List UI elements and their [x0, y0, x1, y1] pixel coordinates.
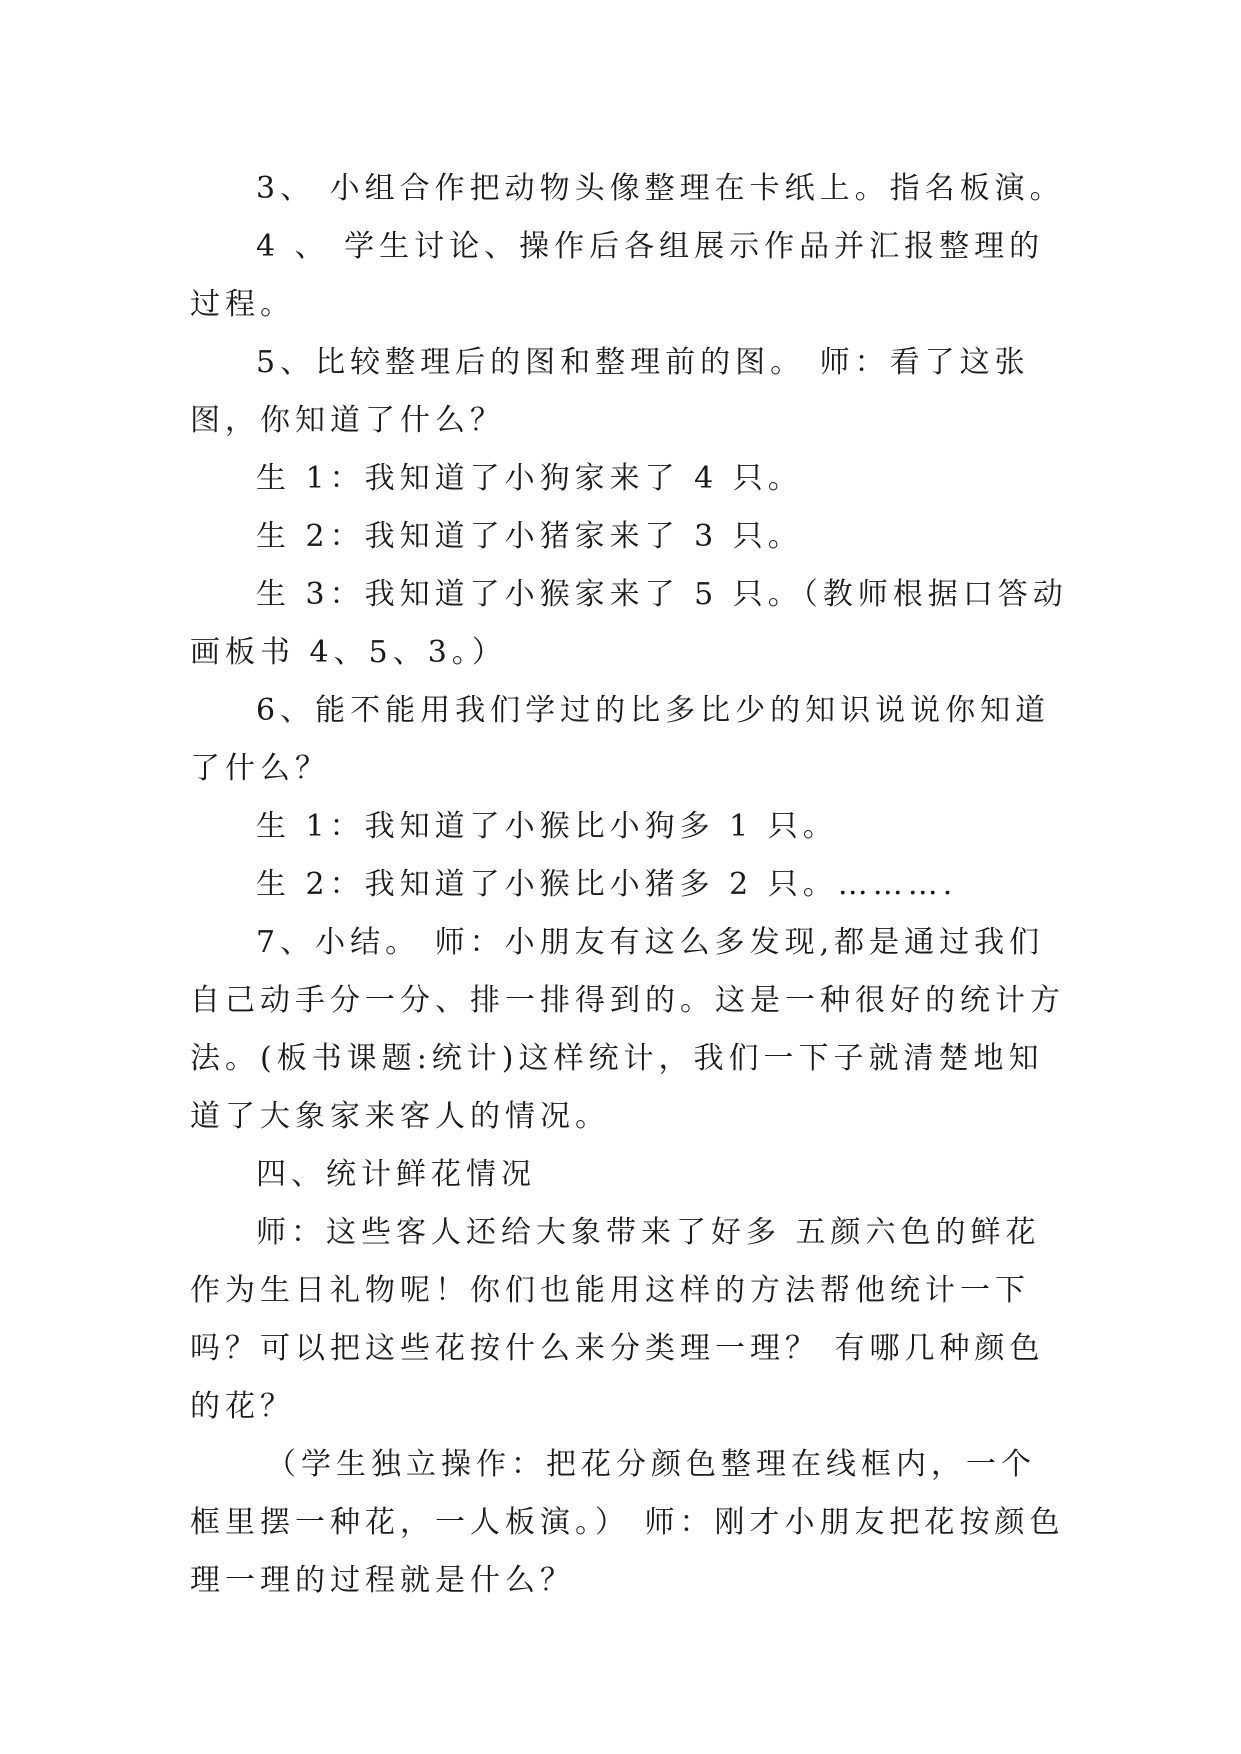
paragraph-step-7-summary: 7、小结。 师：小朋友有这么多发现,都是通过我们自己动手分一分、排一排得到的。这是一种很好的统计方法。(板书课题:统计)这样统计，我们一下子就清楚地知道了大象家来客人的情况。 [190, 925, 1065, 1134]
paragraph-step-4: 4 、 学生讨论、操作后各组展示作品并汇报整理的过程。 [190, 229, 1045, 322]
paragraph-step-5: 5、比较整理后的图和整理前的图。 师：看了这张图，你知道了什么？ [190, 345, 1030, 438]
paragraph-student-3-monkey: 生 3：我知道了小猴家来了 5 只。（教师根据口答动画板书 4、5、3。） [190, 577, 1068, 670]
paragraph-student-activity: （学生独立操作：把花分颜色整理在线框内，一个框里摆一种花，一人板演。） 师：刚才小朋友把花按颜色理一理的过程就是什么？ [190, 1447, 1065, 1598]
paragraph-student-2-pig: 生 2：我知道了小猪家来了 3 只。 [256, 519, 803, 554]
paragraph-student-1-dog: 生 1：我知道了小狗家来了 4 只。 [256, 461, 803, 496]
paragraph-teacher-flowers: 师：这些客人还给大象带来了好多 五颜六色的鲜花作为生日礼物呢！你们也能用这样的方法帮他统计一下吗？可以把这些花按什么来分类理一理？ 有哪几种颜色的花？ [190, 1215, 1045, 1424]
paragraph-step-3: 3、 小组合作把动物头像整理在卡纸上。指名板演。 [256, 171, 1065, 206]
section-heading-flowers: 四、统计鲜花情况 [256, 1157, 536, 1192]
paragraph-step-6: 6、能不能用我们学过的比多比少的知识说说你知道了什么？ [190, 693, 1051, 786]
document-body [190, 160, 1070, 1610]
paragraph-compare-2: 生 2：我知道了小猴比小猪多 2 只。………. [256, 867, 958, 902]
paragraph-compare-1: 生 1：我知道了小猴比小狗多 1 只。 [256, 809, 838, 844]
